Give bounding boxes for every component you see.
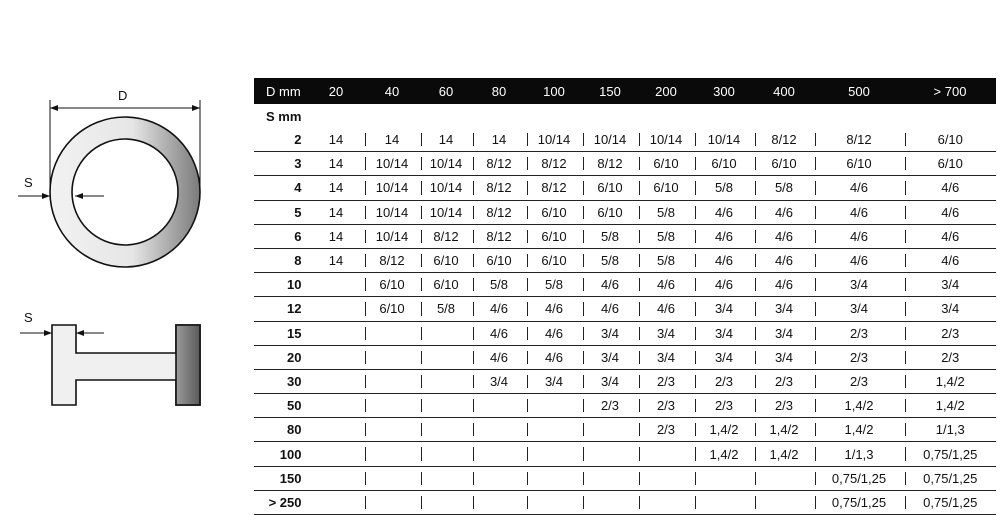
table-cell: 6/10: [526, 248, 582, 272]
table-cell: [420, 321, 472, 345]
table-row: [254, 297, 996, 321]
table-row: [254, 466, 996, 490]
table-cell: 6/10: [904, 128, 996, 152]
s-value-cell: 30: [254, 369, 308, 393]
table-cell: [526, 490, 582, 514]
table-cell: 6/10: [814, 152, 904, 176]
table-cell: 2/3: [814, 369, 904, 393]
table-cell: 4/6: [582, 273, 638, 297]
table-cell: 5/8: [420, 297, 472, 321]
table-cell: [308, 321, 364, 345]
table-cell: 1,4/2: [814, 418, 904, 442]
s-value-cell: 100: [254, 442, 308, 466]
table-cell: 10/14: [364, 176, 420, 200]
table-cell: 4/6: [814, 176, 904, 200]
beam-s-arrow-left-head: [44, 330, 52, 336]
table-cell: 5/8: [582, 224, 638, 248]
col-header: 60: [420, 78, 472, 104]
table-cell: [364, 418, 420, 442]
table-cell: [582, 490, 638, 514]
table-cell: 3/4: [814, 297, 904, 321]
table-cell: 8/12: [364, 248, 420, 272]
col-header: 400: [754, 78, 814, 104]
table-cell: 8/12: [472, 224, 526, 248]
table-cell: 6/10: [526, 224, 582, 248]
table-cell: 5/8: [638, 224, 694, 248]
table-cell: [364, 321, 420, 345]
table-cell: 14: [308, 176, 364, 200]
tube-section-diagram: [18, 100, 200, 267]
table-row: [254, 224, 996, 248]
table-cell: 8/12: [526, 152, 582, 176]
table-cell: [364, 490, 420, 514]
beam-s-arrow-right-head: [76, 330, 84, 336]
diagram-drawing: [0, 0, 250, 515]
table-cell: 4/6: [814, 224, 904, 248]
s-value-cell: 10: [254, 273, 308, 297]
table-cell: 2/3: [754, 369, 814, 393]
table-cell: [420, 345, 472, 369]
table-cell: 4/6: [526, 297, 582, 321]
table-cell: 14: [364, 128, 420, 152]
table-cell: [308, 418, 364, 442]
table-cell: 2/3: [814, 345, 904, 369]
table-cell: 6/10: [582, 200, 638, 224]
table-cell: 5/8: [754, 176, 814, 200]
table-cell: [694, 466, 754, 490]
table-cell: 10/14: [364, 152, 420, 176]
table-cell: [420, 490, 472, 514]
table-cell: 6/10: [526, 200, 582, 224]
table-cell: 6/10: [754, 152, 814, 176]
table-cell: 14: [308, 200, 364, 224]
table-cell: [526, 442, 582, 466]
tube-wall-label: S: [24, 175, 33, 190]
table-cell: 14: [308, 224, 364, 248]
table-cell: 3/4: [814, 273, 904, 297]
table-cell: [582, 466, 638, 490]
s-value-cell: 6: [254, 224, 308, 248]
table-row: [254, 248, 996, 272]
s-value-cell: 5: [254, 200, 308, 224]
table-cell: 6/10: [472, 248, 526, 272]
s-value-cell: 4: [254, 176, 308, 200]
table-row: [254, 321, 996, 345]
table-cell: 8/12: [526, 176, 582, 200]
table-cell: 4/6: [472, 321, 526, 345]
s-mm-header: S mm: [266, 108, 302, 124]
s-value-cell: 2: [254, 128, 308, 152]
table-cell: [364, 442, 420, 466]
table-cell: 10/14: [420, 152, 472, 176]
table-cell: 3/4: [582, 369, 638, 393]
table-cell: 4/6: [814, 248, 904, 272]
table-cell: [472, 418, 526, 442]
table-cell: 4/6: [694, 273, 754, 297]
thickness-table: [254, 78, 996, 515]
table-cell: 4/6: [904, 200, 996, 224]
tube-bore: [72, 139, 178, 245]
table-cell: 2/3: [904, 345, 996, 369]
table-cell: [526, 466, 582, 490]
table-cell: 4/6: [694, 248, 754, 272]
table-cell: 4/6: [638, 273, 694, 297]
col-header: 40: [364, 78, 420, 104]
table-cell: 14: [472, 128, 526, 152]
table-cell: [364, 345, 420, 369]
table-cell: 14: [308, 248, 364, 272]
table-cell: [638, 442, 694, 466]
table-cell: 14: [308, 152, 364, 176]
table-cell: 4/6: [694, 224, 754, 248]
table-row: [254, 418, 996, 442]
table-cell: [526, 418, 582, 442]
table-cell: [754, 490, 814, 514]
table-cell: 4/6: [754, 224, 814, 248]
table-cell: 2/3: [814, 321, 904, 345]
table-cell: [582, 442, 638, 466]
table-cell: 5/8: [582, 248, 638, 272]
table-cell: 4/6: [754, 273, 814, 297]
table-cell: 5/8: [472, 273, 526, 297]
table-cell: 3/4: [754, 321, 814, 345]
table-cell: 6/10: [904, 152, 996, 176]
table-cell: [420, 418, 472, 442]
table-cell: 3/4: [582, 321, 638, 345]
table-cell: 8/12: [420, 224, 472, 248]
s-value-cell: > 250: [254, 490, 308, 514]
table-cell: 2/3: [638, 418, 694, 442]
table-cell: 4/6: [904, 176, 996, 200]
table-cell: 3/4: [472, 369, 526, 393]
table-cell: 3/4: [638, 345, 694, 369]
table-cell: 10/14: [364, 200, 420, 224]
table-cell: 14: [308, 128, 364, 152]
d-arrow-right: [192, 105, 200, 111]
table-cell: [526, 394, 582, 418]
table-cell: [308, 490, 364, 514]
table-cell: 4/6: [754, 248, 814, 272]
beam-section-diagram: [20, 325, 200, 405]
table-cell: 10/14: [582, 128, 638, 152]
table-cell: [308, 369, 364, 393]
col-header: 150: [582, 78, 638, 104]
table-row: [254, 152, 996, 176]
s-value-cell: 12: [254, 297, 308, 321]
tube-diameter-label: D: [118, 88, 128, 103]
table-cell: 3/4: [526, 369, 582, 393]
table-cell: 3/4: [694, 345, 754, 369]
table-cell: 4/6: [694, 200, 754, 224]
table-row: [254, 442, 996, 466]
table-cell: 3/4: [754, 297, 814, 321]
table-cell: [472, 394, 526, 418]
table-cell: 3/4: [638, 321, 694, 345]
table-cell: 4/6: [904, 248, 996, 272]
table-cell: 2/3: [582, 394, 638, 418]
table-cell: [308, 394, 364, 418]
table-cell: [308, 466, 364, 490]
cross-section-diagrams: [0, 0, 250, 515]
table-cell: 3/4: [754, 345, 814, 369]
table-cell: 4/6: [526, 345, 582, 369]
table-cell: 1/1,3: [814, 442, 904, 466]
col-header: 300: [694, 78, 754, 104]
table-cell: [364, 466, 420, 490]
table-cell: 4/6: [526, 321, 582, 345]
table-cell: 10/14: [694, 128, 754, 152]
table-cell: [472, 466, 526, 490]
table-cell: [472, 490, 526, 514]
table-cell: 3/4: [904, 297, 996, 321]
table-cell: 10/14: [526, 128, 582, 152]
table-cell: 1,4/2: [814, 394, 904, 418]
table-cell: [420, 394, 472, 418]
table-cell: 1,4/2: [904, 394, 996, 418]
table-cell: 8/12: [472, 200, 526, 224]
table-cell: 1,4/2: [904, 369, 996, 393]
table-cell: 4/6: [814, 200, 904, 224]
table-cell: [638, 466, 694, 490]
table-cell: 2/3: [754, 394, 814, 418]
table-cell: [420, 369, 472, 393]
table-cell: 14: [420, 128, 472, 152]
table-cell: 4/6: [472, 345, 526, 369]
diameter-header-row: [254, 78, 996, 104]
table-cell: 4/6: [472, 297, 526, 321]
col-header: > 700: [904, 78, 996, 104]
col-header: 100: [526, 78, 582, 104]
table-row: [254, 273, 996, 297]
table-cell: 6/10: [638, 176, 694, 200]
table-cell: 6/10: [420, 248, 472, 272]
table-cell: 0,75/1,25: [904, 466, 996, 490]
table-cell: 2/3: [904, 321, 996, 345]
table-cell: 3/4: [904, 273, 996, 297]
table-cell: 8/12: [472, 152, 526, 176]
table-cell: 1,4/2: [754, 442, 814, 466]
beam-wall-label: S: [24, 310, 33, 325]
d-mm-header: D mm: [254, 78, 308, 104]
s-value-cell: 80: [254, 418, 308, 442]
table-cell: 8/12: [582, 152, 638, 176]
table-cell: [694, 490, 754, 514]
table-cell: 5/8: [694, 176, 754, 200]
table-cell: 6/10: [582, 176, 638, 200]
table-row: [254, 394, 996, 418]
table-cell: 4/6: [582, 297, 638, 321]
table-cell: 1,4/2: [754, 418, 814, 442]
table-cell: 6/10: [638, 152, 694, 176]
table-row: [254, 345, 996, 369]
table-cell: 10/14: [420, 200, 472, 224]
table-cell: [308, 273, 364, 297]
table-cell: 10/14: [420, 176, 472, 200]
table-cell: 8/12: [754, 128, 814, 152]
table-cell: 1,4/2: [694, 418, 754, 442]
col-header: 20: [308, 78, 364, 104]
table-cell: 0,75/1,25: [814, 466, 904, 490]
table-cell: [754, 466, 814, 490]
table-cell: 0,75/1,25: [814, 490, 904, 514]
table-cell: [472, 442, 526, 466]
table-cell: 5/8: [638, 200, 694, 224]
s-value-cell: 8: [254, 248, 308, 272]
table-cell: 6/10: [364, 297, 420, 321]
s-value-cell: 150: [254, 466, 308, 490]
table-cell: [308, 442, 364, 466]
table-cell: 2/3: [694, 394, 754, 418]
table-cell: 4/6: [754, 200, 814, 224]
table-cell: 6/10: [364, 273, 420, 297]
s-value-cell: 20: [254, 345, 308, 369]
table-cell: [308, 345, 364, 369]
table-cell: 2/3: [694, 369, 754, 393]
beam-right-flange: [176, 325, 200, 405]
table-cell: 8/12: [814, 128, 904, 152]
table-cell: 2/3: [638, 394, 694, 418]
table-cell: [420, 442, 472, 466]
table-row: [254, 369, 996, 393]
table-cell: 1/1,3: [904, 418, 996, 442]
table-cell: [582, 418, 638, 442]
col-header: 80: [472, 78, 526, 104]
table-cell: [364, 369, 420, 393]
table-row: [254, 490, 996, 514]
table-row: [254, 176, 996, 200]
table-row: [254, 128, 996, 152]
s-value-cell: 50: [254, 394, 308, 418]
s-arrow-outer-head: [42, 193, 50, 199]
table-cell: 3/4: [694, 321, 754, 345]
s-value-cell: 3: [254, 152, 308, 176]
table-cell: 4/6: [638, 297, 694, 321]
table-cell: 1,4/2: [694, 442, 754, 466]
table-cell: 10/14: [364, 224, 420, 248]
table-cell: 0,75/1,25: [904, 490, 996, 514]
table-cell: 8/12: [472, 176, 526, 200]
table-cell: 6/10: [694, 152, 754, 176]
table-cell: 3/4: [582, 345, 638, 369]
s-value-cell: 15: [254, 321, 308, 345]
table-cell: 2/3: [638, 369, 694, 393]
s-mm-header-row: [254, 104, 996, 128]
table-cell: 4/6: [904, 224, 996, 248]
table-cell: 3/4: [694, 297, 754, 321]
col-header: 200: [638, 78, 694, 104]
table-row: [254, 200, 996, 224]
d-arrow-left: [50, 105, 58, 111]
table-cell: 10/14: [638, 128, 694, 152]
table-cell: [638, 490, 694, 514]
table-cell: 0,75/1,25: [904, 442, 996, 466]
table-cell: [364, 394, 420, 418]
table-cell: 5/8: [526, 273, 582, 297]
table-cell: 6/10: [420, 273, 472, 297]
table-cell: 5/8: [638, 248, 694, 272]
table-cell: [308, 297, 364, 321]
col-header: 500: [814, 78, 904, 104]
table-cell: [420, 466, 472, 490]
